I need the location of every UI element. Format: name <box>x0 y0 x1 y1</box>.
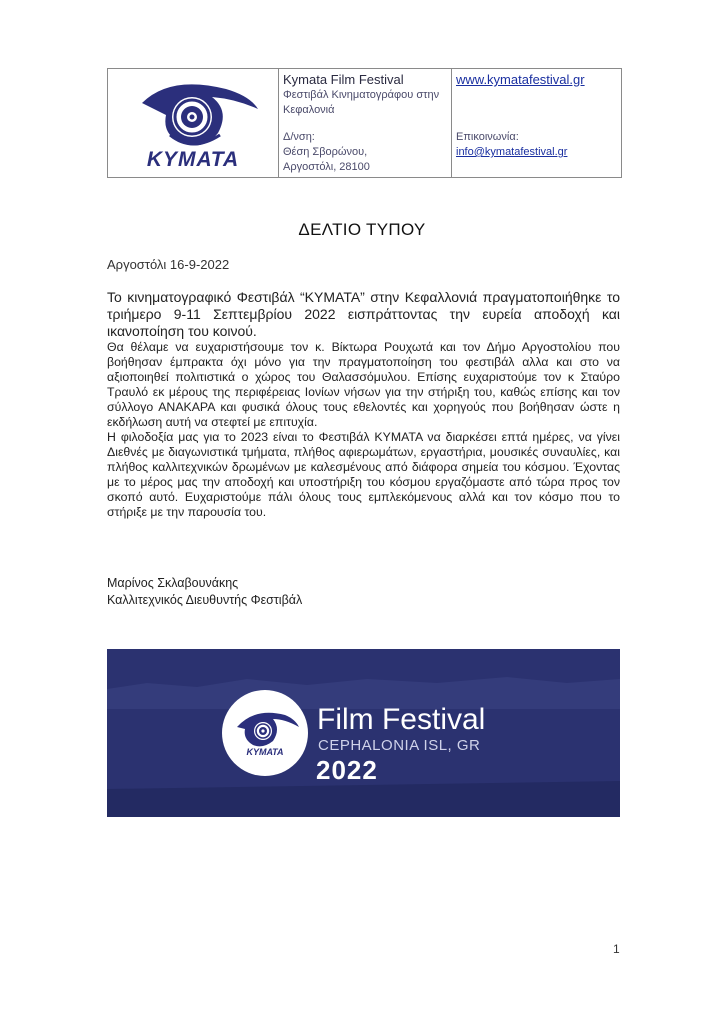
dateline: Αργοστόλι 16-9-2022 <box>107 257 230 272</box>
festival-subtitle: Φεστιβάλ Κινηματογράφου στην Κεφαλονιά <box>283 89 440 116</box>
info-cell <box>279 69 452 178</box>
paragraph-thanks: Θα θέλαμε να ευχαριστήσουμε τον κ. Βίκτωρα Ρουχωτά και τον Δήμο Αργοστολίου που βοήθησαν έμπρακτα όχι μόνο για την πραγματοποίηση του φεστιβάλ αλλα και στο να αξιοποιηθεί πολιτιστικά ο χώρος του Θαλασσόμυλου. Επίσης ευχαριστούμε τον κ Σταύρο Τραυλό εκ μέρους της περιφέρειας Ιονίων νήσων για την στήριξη του, καθώς επίσης και τον σύλλογο ΑΝΑΚΑΡΑ και φυσικά όλους τους εθελοντές και χορηγούς που βοήθησαν ώστε η εκδήλωση αυτή να στεφτεί με επιτυχία. <box>107 340 620 429</box>
festival-banner <box>107 649 620 817</box>
signature-role: Καλλιτεχνικός Διευθυντής Φεστιβάλ <box>107 593 303 607</box>
festival-name: Kymata Film Festival <box>283 72 404 87</box>
banner-graphic <box>107 649 620 817</box>
banner-year: 2022 <box>316 755 378 785</box>
paragraph-ambition: Η φιλοδοξία μας για το 2023 είναι το Φεστιβάλ ΚΥΜΑΤΑ να διαρκέσει επτά ημέρες, να γίνει Διεθνές με διαγωνιστικά τμήματα, πλήθος αφιερωμάτων, εργαστήρια, μουσικές συναυλίες, και πλήθος καλλιτεχνικών δρωμένων με καλεσμένους από διάφορα σημεία του κόσμου. Έχοντας με το μέρος μας την αποδοχή και υποστήριξη του κόσμου εργαζόμαστε από τώρα προς τον σκοπό αυτό. Ευχαριστούμε πάλι όλους τους εμπλεκόμενους αλλά και τον κόσμο που το στήριξε με την παρουσία του. <box>107 430 620 519</box>
signature-name: Μαρίνος Σκλαβουνάκης <box>107 576 239 590</box>
signature-block <box>107 575 302 609</box>
email-link[interactable]: info@kymatafestival.gr <box>456 146 568 158</box>
document-title: ΔΕΛΤΙΟ ΤΥΠΟΥ <box>298 220 426 239</box>
banner-line2: CEPHALONIA ISL, GR <box>318 737 481 754</box>
address-line2: Αργοστόλι, 28100 <box>283 161 370 173</box>
logo-text: ΚΥΜΑΤΑ <box>146 148 240 171</box>
banner-badge-text: ΚΥΜΑΤΑ <box>246 747 284 757</box>
logo-cell <box>108 69 279 178</box>
contact-label: Επικοινωνία: <box>456 131 519 143</box>
address-label: Δ/νση: <box>283 131 315 143</box>
kymata-eye-logo <box>108 69 278 177</box>
body-text <box>107 340 620 520</box>
address-line1: Θέση Σβορώνου, <box>283 146 368 158</box>
page-number: 1 <box>613 942 620 956</box>
banner-line1: Film Festival <box>317 703 486 736</box>
lead-paragraph: Το κινηματογραφικό Φεστιβάλ “ΚΥΜΑΤΑ” στην Κεφαλλονιά πραγματοποιήθηκε το τριήμερο 9-11 Σεπτεμβρίου 2022 εισπράττοντας την ευρεία αποδοχή και ικανοποίηση του κοινού. <box>107 289 620 339</box>
website-link[interactable]: www.kymatafestival.gr <box>456 72 585 87</box>
letterhead-table <box>107 68 622 178</box>
contact-cell <box>452 69 622 178</box>
